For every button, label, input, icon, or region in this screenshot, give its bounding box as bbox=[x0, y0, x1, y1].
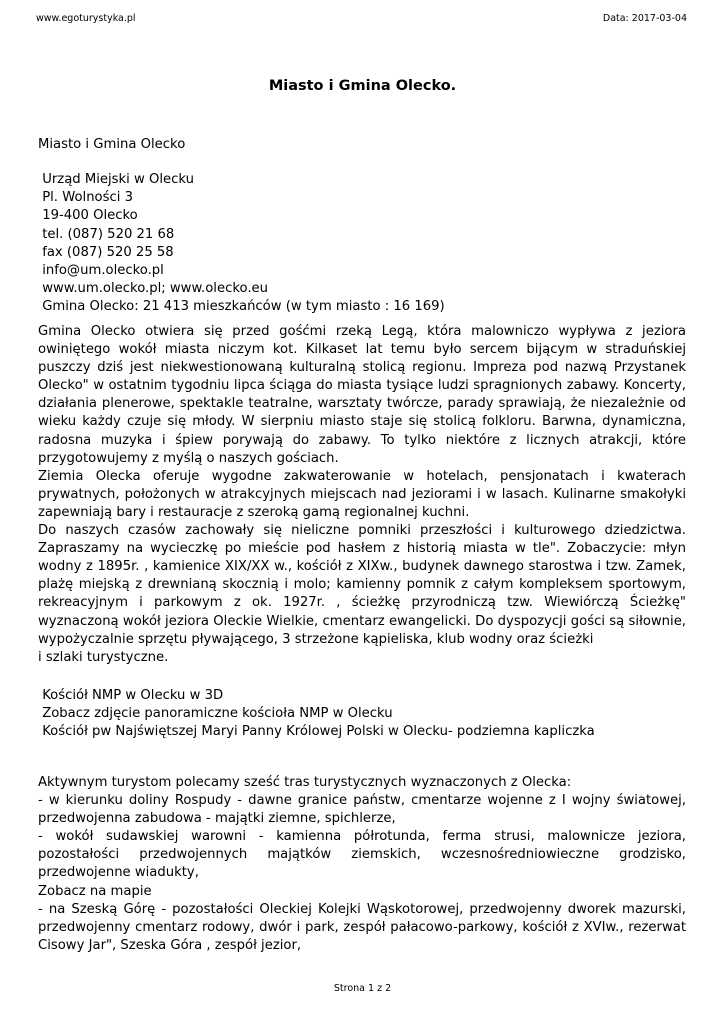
subtitle-text: Miasto i Gmina Olecko bbox=[38, 137, 186, 152]
contact-population: Gmina Olecko: 21 413 mieszkańców (w tym miasto : 16 169) bbox=[38, 299, 445, 315]
paragraph-accommodation: Ziemia Olecka oferuje wygodne zakwaterowanie w hotelach, pensjonatach i kwaterach prywatnych, położonych w atrakcyjnych miejscach nad jeziorami i w lasach. Kulinarne smakołyki zapewniają bary i restauracje z szeroką gamą regionalnej kuchni. bbox=[38, 468, 686, 520]
page-title: Miasto i Gmina Olecko. bbox=[268, 78, 457, 94]
church-panorama-link[interactable]: Zobacz zdjęcie panoramiczne kościoła NMP w Olecku bbox=[38, 706, 393, 722]
paragraph-monuments: Do naszych czasów zachowały się nieliczne pomniki przeszłości i kulturowego dziedzictwa. Zapraszamy na wycieczkę po mieście pod hasłem z historią miasta w tle". Zobaczycie: młyn wodny z 1895r. , kamienice XIX/XX w., kościół z XIXw., budynek dawnego starostwa i tzw. Zamek, plażę miejską z drewnianą skocznią i molo; kamienny pomnik z całym kompleksem sportowym, rekreacyjnym i parkowym z ok. 1927r. , ścieżkę przyrodniczą tzw. Wiewiórczą Ścieżkę" wyznaczoną wokół jeziora Oleckie Wielkie, cmentarz ewangelicki. Do dyspozycji gości są siłownie, wypożyczalnie sprzętu pływającego, 3 strzeżone kąpieliska, klub wodny oraz ścieżki bbox=[38, 523, 686, 647]
route-item: - na Szeską Górę - pozostałości Oleckiej Kolejki Wąskotorowej, przedwojenny dworek mazurski, przedwojenny cmentarz rodowy, dwór i park, zespół pałacowo-parkowy, kościół z XVIw., rezerwat Cisowy Jar", Szeska Góra , zespół jezior, bbox=[38, 901, 686, 953]
route-item: - wokół sudawskiej warowni - kamienna półrotunda, ferma strusi, malownicze jeziora, pozostałości przedwojennych majątków ziemskich, wczesnośredniowieczne grodzisko, przedwojenne wiadukty, bbox=[38, 829, 686, 881]
print-date: Data: 2017-03-04 bbox=[602, 13, 687, 24]
contact-websites: www.um.olecko.pl; www.olecko.eu bbox=[38, 281, 268, 297]
church-links bbox=[38, 687, 688, 742]
paragraph-intro: Gmina Olecko otwiera się przed gośćmi rzeką Legą, która malowniczo wypływa z jeziora owiniętego wokół miasta niczym kot. Kilkaset lat temu było sercem bijącym w straduńskiej puszczy dziś jest niekwestionowaną kulturalną stolicą regionu. Impreza pod nazwą Przystanek Olecko" w ostatnim tygodniu lipca ściąga do miasta tysiące ludzi spragnionych zabawy. Koncerty, działania plenerowe, spektakle teatralne, warsztaty twórcze, parady sprawiają, że niezależnie od wieku każdy czuje się młody. W sierpniu miasto staje się stolicą folkloru. Barwna, dynamiczna, radosna muzyka i śpiew porywają do zabawy. To tylko niektóre z licznych atrakcji, które przygotowujemy z myślą o naszych gościach. bbox=[38, 324, 686, 466]
contact-postcode: 19-400 Olecko bbox=[38, 208, 138, 224]
church-3d-link[interactable]: Kościół NMP w Olecku w 3D bbox=[38, 688, 224, 703]
description-block bbox=[38, 323, 686, 667]
subtitle bbox=[38, 136, 688, 154]
site-url: www.egoturystyka.pl bbox=[36, 13, 136, 24]
contact-fax: fax (087) 520 25 58 bbox=[38, 244, 174, 260]
contact-address: Pl. Wolności 3 bbox=[38, 190, 133, 206]
church-chapel-link[interactable]: Kościół pw Najświętszej Maryi Panny Królowej Polski w Olecku- podziemna kapliczka bbox=[38, 724, 595, 740]
contact-block bbox=[38, 171, 688, 317]
contact-email: info@um.olecko.pl bbox=[38, 263, 164, 279]
map-link[interactable]: Zobacz na mapie bbox=[38, 883, 152, 899]
routes-intro: Aktywnym turystom polecamy sześć tras turystycznych wyznaczonych z Olecka: bbox=[38, 775, 572, 790]
page-number: Strona 1 z 2 bbox=[333, 983, 392, 994]
route-item: - w kierunku doliny Rospudy - dawne granice państw, cmentarze wojenne z I wojny światowej, przedwojenna zabudowa - majątki ziemne, spichlerze, bbox=[38, 793, 686, 827]
contact-phone: tel. (087) 520 21 68 bbox=[38, 226, 175, 242]
paragraph-trails-tail: i szlaki turystyczne. bbox=[38, 649, 169, 665]
routes-block bbox=[38, 774, 686, 955]
contact-office: Urząd Miejski w Olecku bbox=[38, 172, 194, 187]
